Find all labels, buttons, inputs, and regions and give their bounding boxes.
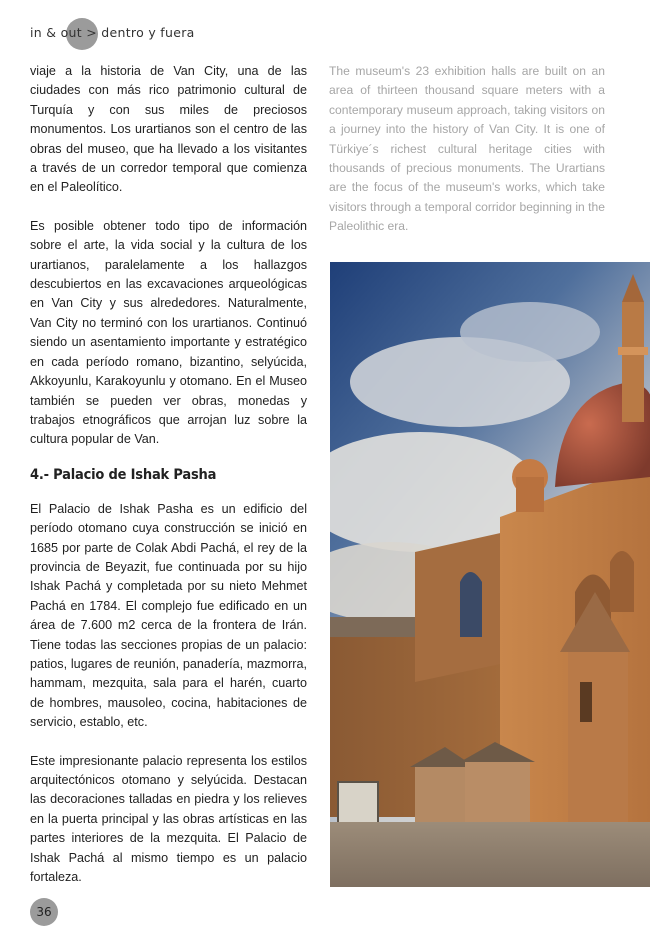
en-paragraph-1: The museum's 23 exhibition halls are built on an area of thirteen thousand square meters with a contemporary museum approach, taking visitors on a journey into the history of Van City. It is one of Türkiye´s richest cultural heritage cities with thousands of precious monuments. The Urartians are the focus of the museum's works, which take visitors through a temporal corridor beginning in the Paleolithic era.: [329, 64, 605, 234]
page-number: 36: [36, 905, 52, 919]
page-number-badge: [30, 898, 58, 926]
english-column: [329, 62, 605, 237]
section-heading: 4.- Palacio de Ishak Pasha: [30, 466, 217, 483]
es-paragraph-1: viaje a la historia de Van City, una de las ciudades con más rico patrimonio cultural de Turquía y con sus miles de preciosos monumentos. Los urartianos son el centro de las obras del museo, que ha llevado a los visitantes a través de un corredor temporal que comienza en el Paleolítico.: [30, 64, 307, 195]
palace-photo: [330, 262, 650, 887]
header-title: in & out > dentro y fuera: [30, 25, 195, 40]
es-paragraph-2: Es posible obtener todo tipo de información sobre el arte, la vida social y la cultura de los urartianos, paralelamente a los hallazgos descubiertos en las excavaciones arqueológicas en Van City y sus alrededores. Naturalmente, Van City no terminó con los urartianos. Continuó siendo un asentamiento importante y estratégico en cada período romano, bizantino, selyúcida, Akkoyunlu, Karakoyunlu y otomano. En el Museo también se pueden ver obras, monedas y trabajos etnográficos que arrojan luz sobre la cultura popular de Van.: [30, 218, 307, 447]
es-paragraph-4: Este impresionante palacio representa los estilos arquitectónicos otomano y selyúcida. Destacan las decoraciones talladas en piedra y los relieves en la puerta principal y las obras artísticas en las partes interiores de la mezquita. El Palacio de Ishak Pachá al mismo tiempo es un palacio fortaleza.: [30, 753, 307, 885]
es-paragraph-3: El Palacio de Ishak Pasha es un edificio del período otomano cuya construcción se inició en 1685 por parte de Colak Abdi Pachá, el rey de la provincia de Beyazit, fue continuada por su hijo Ishak Pachá y completada por su nieto Mehmet Pachá en 1784. El complejo fue edificado en un área de 7.600 m2 cerca de la frontera de Irán. Tiene todas las secciones propias de un palacio: patios, lugares de reunión, panadería, mazmorra, hammam, mezquita, sala para el harén, cuarto de hombres, mausoleo, cocina, habitaciones de servicio, establo, etc.: [30, 501, 307, 730]
running-header: [30, 18, 330, 48]
spanish-column: [30, 62, 307, 887]
